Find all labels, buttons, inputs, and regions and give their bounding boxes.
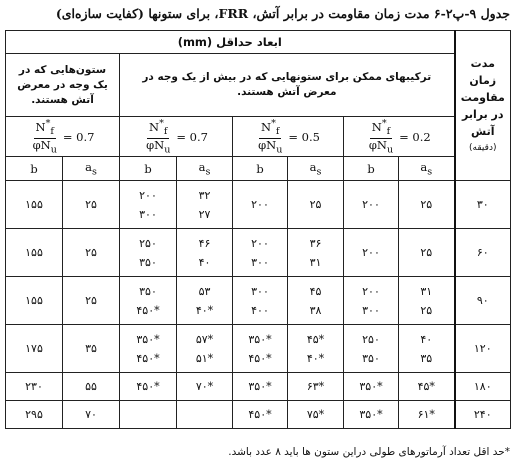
cover-cell: *۴۵ *۴۰ [288,325,344,373]
width-cell: *۳۵۰ [344,401,399,429]
col-as-header: $a_s$ [177,157,233,181]
width-cell [120,401,177,429]
ratio-header-0: $\frac{N^*_f}{\varphi N_u}$ = 0.2 [344,117,455,157]
width-cell: ۱۵۵ [6,277,63,325]
duration-cell: ۲۴۰ [455,401,511,429]
cover-cell: *۵۷ *۵۱ [177,325,233,373]
width-cell: ۲۰۰ ۳۰۰ [233,229,288,277]
ratio-header-1: $\frac{N^*_f}{\varphi N_u}$ = 0.5 [233,117,344,157]
col-as-header: $a_s$ [288,157,344,181]
col-as-header: $a_s$ [63,157,120,181]
width-cell: *۳۵۰ [344,373,399,401]
table-row [6,373,511,401]
cover-cell: ۴۶ ۴۰ [177,229,233,277]
width-cell: *۳۵۰ *۴۵۰ [120,325,177,373]
cover-cell: ۵۵ [63,373,120,401]
col-b-header: b [233,157,288,181]
table-row [6,229,511,277]
cover-cell: ۳۱ ۲۵ [399,277,455,325]
single-face-group-header: ستون‌هایی که در یک وجه در معرض آتش هستند. [6,54,120,117]
width-cell: ۲۳۰ [6,373,63,401]
table-row [6,181,511,229]
ratio-header-3: $\frac{N^*_f}{\varphi N_u}$ = 0.7 [6,117,120,157]
cover-cell: *۴۵ [399,373,455,401]
cover-cell: ۴۰ ۳۵ [399,325,455,373]
footnote: *حد اقل تعداد آرماتورهای طولی دراین ستون ها باید ۸ عدد باشد. [228,446,510,458]
cover-cell: ۳۶ ۳۱ [288,229,344,277]
width-cell: ۱۵۵ [6,229,63,277]
cover-cell: *۷۵ [288,401,344,429]
width-cell: *۴۵۰ [120,373,177,401]
cover-cell: *۶۳ [288,373,344,401]
duration-header: مدت زمان مقاومت در برابر آتش (دقیقه) [455,31,511,181]
col-as-header: $a_s$ [399,157,455,181]
col-b-header: b [344,157,399,181]
width-cell: ۲۵۰ ۳۵۰ [120,229,177,277]
width-cell: ۱۵۵ [6,181,63,229]
cover-cell: ۲۵ [63,229,120,277]
cover-cell: ۴۵ ۳۸ [288,277,344,325]
duration-cell: ۶۰ [455,229,511,277]
width-cell: ۲۵۰ ۳۵۰ [344,325,399,373]
duration-cell: ۱۸۰ [455,373,511,401]
cover-cell: ۳۵ [63,325,120,373]
col-b-header: b [120,157,177,181]
width-cell: *۳۵۰ [233,373,288,401]
cover-cell: ۲۵ [399,229,455,277]
ratio-header-2: $\frac{N^*_f}{\varphi N_u}$ = 0.7 [120,117,233,157]
cover-cell: ۲۵ [399,181,455,229]
multi-face-group-header: ترکیبهای ممکن برای ستونهایی که در بیش از یک وجه در معرض آتش هستند. [120,54,455,117]
width-cell: ۳۵۰ *۴۵۰ [120,277,177,325]
col-b-header: b [6,157,63,181]
cover-cell [177,401,233,429]
cover-cell: ۲۵ [63,181,120,229]
cover-cell: ۵۳ *۴۰ [177,277,233,325]
frr-table [5,30,511,429]
width-cell: *۴۵۰ [233,401,288,429]
cover-cell: ۲۵ [63,277,120,325]
width-cell: ۳۰۰ ۴۰۰ [233,277,288,325]
width-cell: ۲۰۰ [344,229,399,277]
cover-cell: *۶۱ [399,401,455,429]
duration-cell: ۹۰ [455,277,511,325]
cover-cell: *۷۰ [177,373,233,401]
table-title: جدول ۹-پ۲-۶ مدت زمان مقاومت در برابر آتش، FRR، برای ستونها (کفایت سازه‌ای) [55,6,510,21]
width-cell: ۲۰۰ [344,181,399,229]
table-row [6,277,511,325]
duration-cell: ۱۲۰ [455,325,511,373]
width-cell: ۱۷۵ [6,325,63,373]
table-row [6,401,511,429]
cover-cell: ۳۲ ۲۷ [177,181,233,229]
width-cell: ۲۰۰ ۳۰۰ [344,277,399,325]
table-row [6,325,511,373]
width-cell: ۲۰۰ ۳۰۰ [120,181,177,229]
width-cell: ۲۰۰ [233,181,288,229]
cover-cell: ۷۰ [63,401,120,429]
width-cell: ۲۹۵ [6,401,63,429]
min-dims-header: ابعاد حداقل (mm) [6,31,455,54]
cover-cell: ۲۵ [288,181,344,229]
width-cell: *۳۵۰ *۴۵۰ [233,325,288,373]
duration-cell: ۳۰ [455,181,511,229]
